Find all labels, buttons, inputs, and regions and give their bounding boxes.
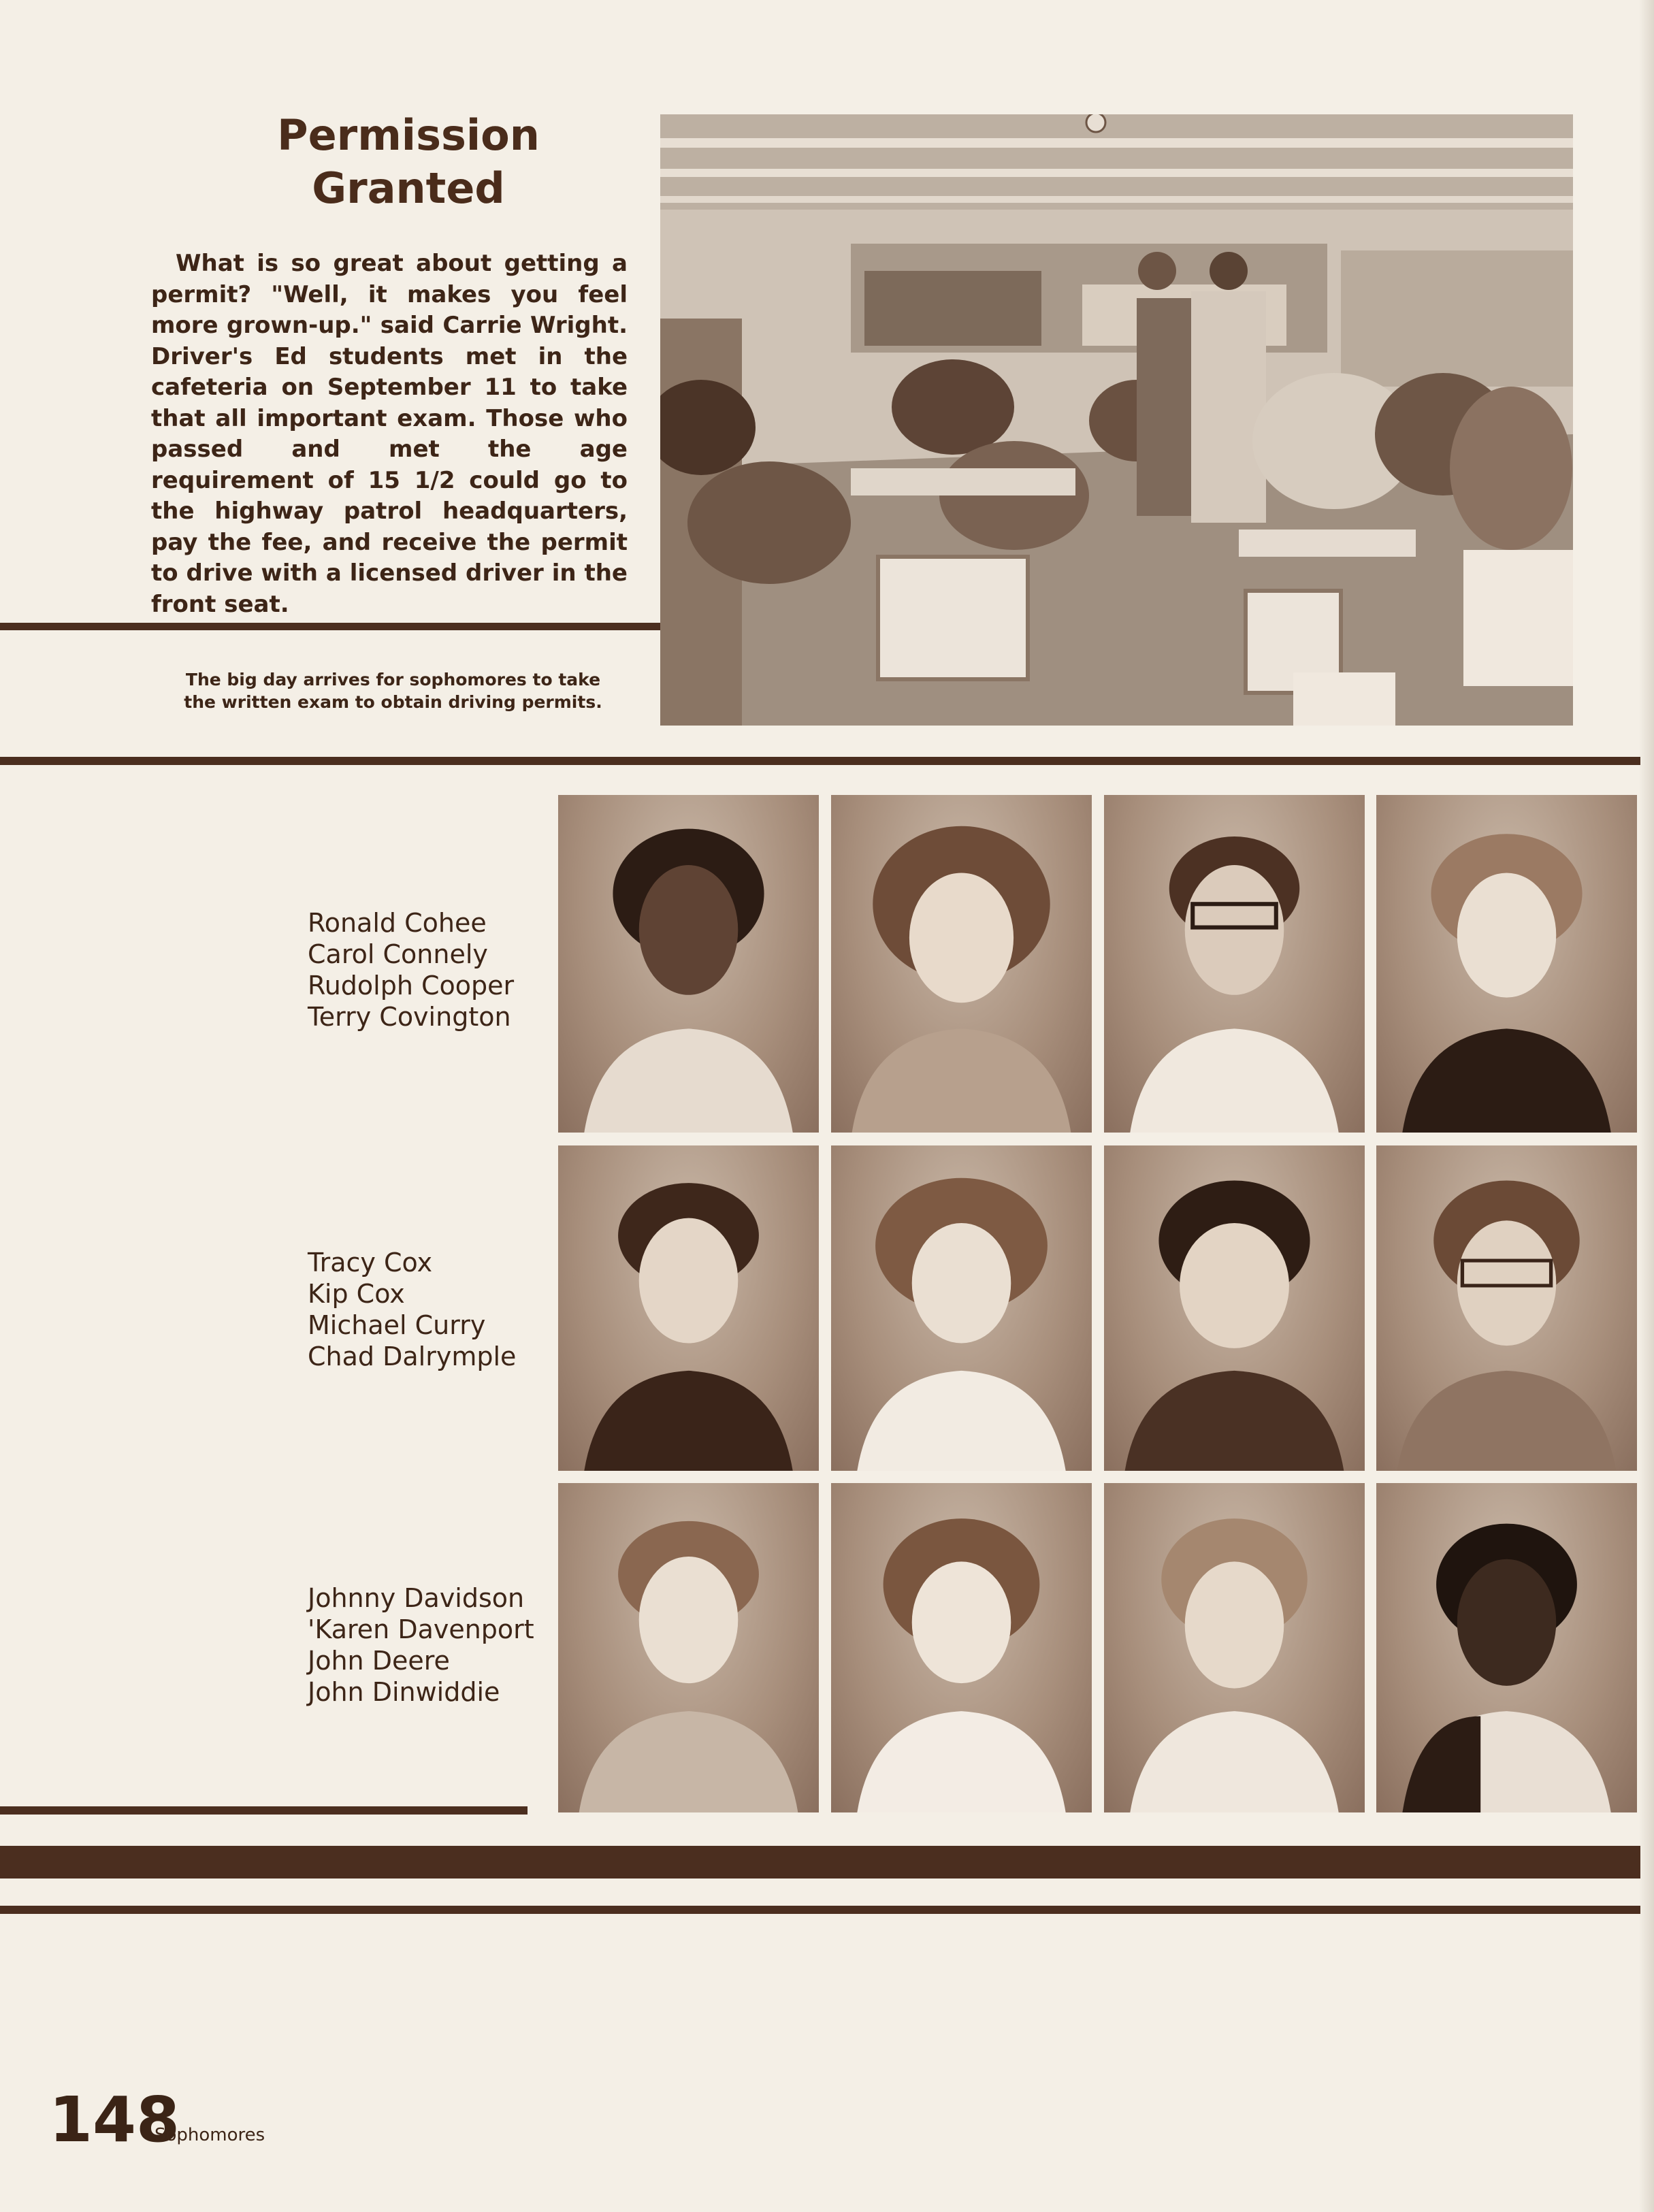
- student-name: Rudolph Cooper: [308, 971, 515, 1001]
- article-body: What is so great about getting a permit? "Well, it makes you feel more grown-up." said Carrie Wright. Driver's Ed students met in the cafeteria on September 11 to take that all important exam. Those who passed and met the age requirement of 15 1/2 could go to the highway patrol headquarters, pay the fee, and receive the permit to drive with a licensed driver in the front seat.: [151, 250, 628, 618]
- section-divider-top: [0, 757, 1640, 765]
- photo-caption: [163, 668, 623, 713]
- student-portrait: [558, 1483, 819, 1812]
- article-title-line-2: Granted: [312, 163, 505, 213]
- student-name: Michael Curry: [308, 1310, 486, 1340]
- portrait-silhouette: [831, 1145, 1092, 1471]
- student-portrait: [1104, 795, 1365, 1133]
- student-name: Chad Dalrymple: [308, 1341, 517, 1371]
- names-rule: [0, 1806, 528, 1815]
- student-name: Kip Cox: [308, 1279, 405, 1309]
- caption-line-2: the written exam to obtain driving permits.: [184, 692, 602, 712]
- student-name: Johnny Davidson: [308, 1583, 525, 1613]
- student-portrait: [1376, 795, 1637, 1133]
- name-list-row-1: [308, 907, 566, 1032]
- portrait-silhouette: [831, 795, 1092, 1133]
- name-list-row-3: [308, 1582, 566, 1708]
- caption-line-1: The big day arrives for sophomores to take: [185, 670, 601, 689]
- student-portrait: [1376, 1483, 1637, 1812]
- article-rule: [0, 623, 662, 630]
- portrait-silhouette: [1104, 795, 1365, 1133]
- student-name: Terry Covington: [308, 1002, 511, 1032]
- student-name: 'Karen Davenport: [308, 1614, 534, 1644]
- section-label: Sophomores: [155, 2125, 265, 2145]
- portrait-silhouette: [558, 1145, 819, 1471]
- article-title-line-1: Permission: [277, 110, 540, 160]
- section-divider-thick: [0, 1846, 1640, 1878]
- student-portrait: [1104, 1145, 1365, 1471]
- student-portrait: [831, 795, 1092, 1133]
- student-name: Carol Connely: [308, 939, 488, 969]
- student-portrait: [1104, 1483, 1365, 1812]
- portrait-silhouette: [1376, 1145, 1637, 1471]
- cafeteria-exam-illustration: [660, 114, 1573, 726]
- student-name: John Dinwiddie: [308, 1677, 500, 1707]
- cafeteria-exam-photo: [660, 114, 1573, 726]
- student-name: Ronald Cohee: [308, 908, 487, 938]
- name-list-row-2: [308, 1247, 566, 1372]
- page-edge: [1639, 0, 1654, 2212]
- portrait-silhouette: [558, 1483, 819, 1812]
- student-portrait: [558, 1145, 819, 1471]
- article-heading: [225, 109, 592, 215]
- student-name: Tracy Cox: [308, 1248, 433, 1278]
- student-portrait: [1376, 1145, 1637, 1471]
- section-divider-thin: [0, 1906, 1640, 1914]
- portrait-silhouette: [1104, 1483, 1365, 1812]
- portrait-silhouette: [1376, 795, 1637, 1133]
- portrait-silhouette: [558, 795, 819, 1133]
- student-portrait: [558, 795, 819, 1133]
- portrait-silhouette: [1376, 1483, 1637, 1812]
- student-portrait: [831, 1145, 1092, 1471]
- portrait-silhouette: [1104, 1145, 1365, 1471]
- student-portrait: [831, 1483, 1092, 1812]
- page-number: 148: [49, 2083, 180, 2156]
- student-name: John Deere: [308, 1646, 450, 1676]
- portrait-silhouette: [831, 1483, 1092, 1812]
